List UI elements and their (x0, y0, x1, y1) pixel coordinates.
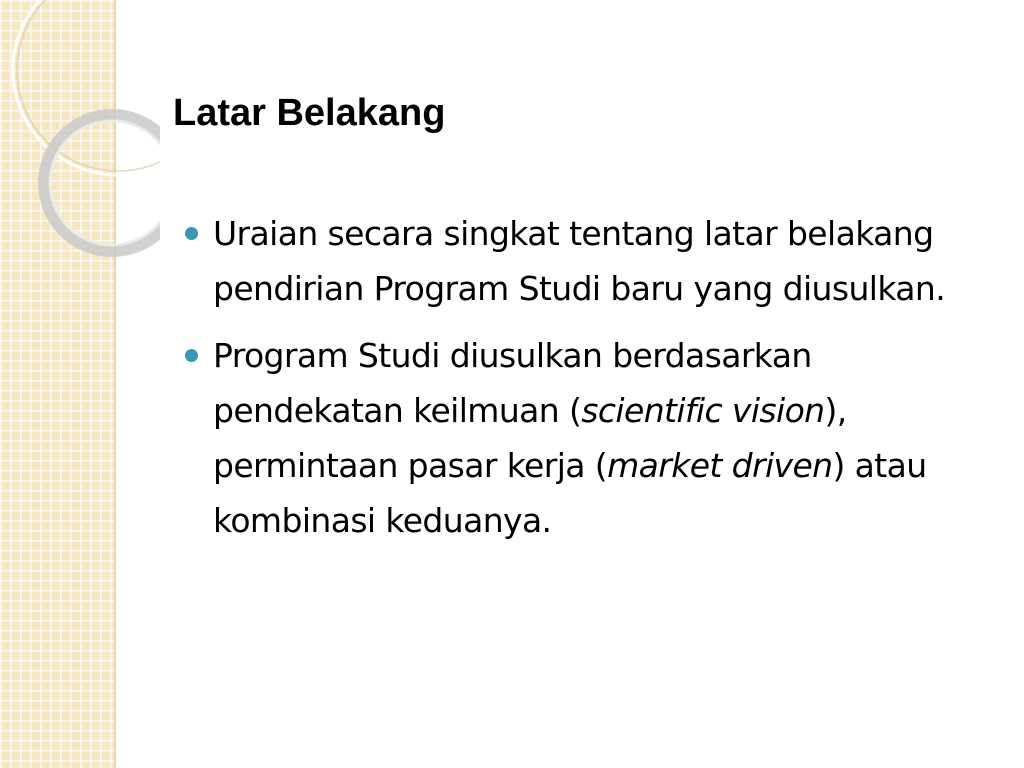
italic-term-market-driven: market driven (607, 446, 833, 485)
decorative-circles (0, 0, 160, 300)
slide-title: Latar Belakang (173, 92, 446, 134)
bullet-item-background (183, 206, 963, 316)
bullet-text-part: ) atau kombinasi keduanya. (213, 446, 927, 540)
decorative-circle-upper (13, 0, 160, 175)
bullet-dot-icon (185, 349, 198, 362)
bullet-list (183, 206, 963, 560)
decorative-circle-lower-highlight (50, 121, 160, 245)
bullet-text-part: Program Studi diusulkan berdasarkan pendekatan keilmuan ( (213, 336, 812, 430)
italic-term-scientific-vision: scientific vision (581, 391, 825, 430)
bullet-dot-icon (185, 227, 198, 240)
decorative-circle-upper-shadow (17, 0, 160, 171)
bullet-text-part: ), permintaan pasar kerja ( (213, 391, 847, 485)
bullet-text (213, 336, 927, 540)
decorative-circle-lower (44, 115, 160, 251)
bullet-item-basis (183, 328, 963, 548)
bullet-text: Uraian secara singkat tentang latar belakang pendirian Program Studi baru yang diusulkan. (213, 214, 946, 308)
